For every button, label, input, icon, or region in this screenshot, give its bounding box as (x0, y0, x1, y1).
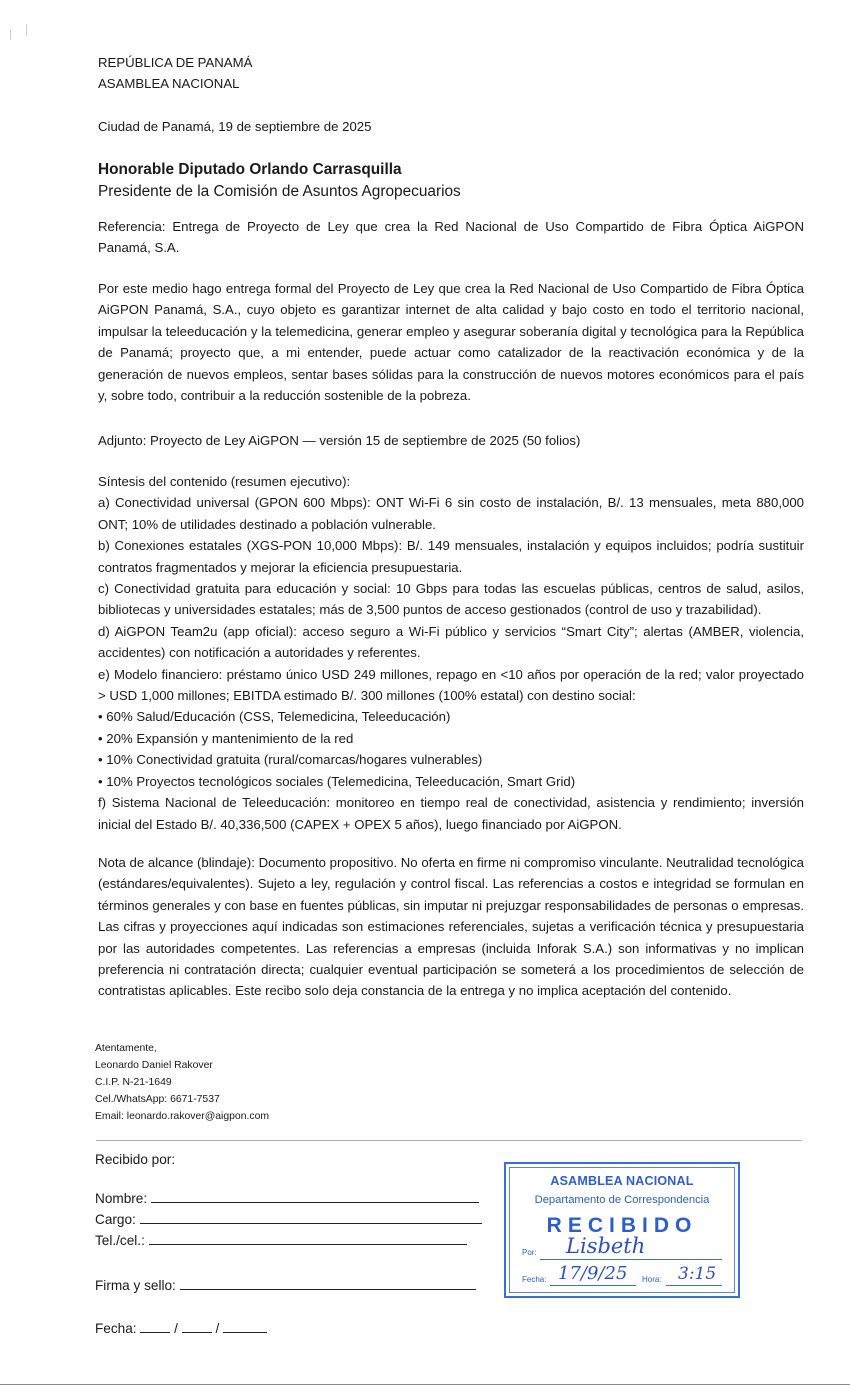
name-field[interactable] (151, 1188, 479, 1203)
signer-email: Email: leonardo.rakover@aigpon.com (95, 1111, 269, 1122)
letterhead-country: REPÚBLICA DE PANAMÁ (98, 55, 253, 70)
synthesis-item: f) Sistema Nacional de Teleeducación: monitoreo en tiempo real de conectividad, asistencia y rendimiento; inversión inicial del Estado B/. 40,336,500 (CAPEX + OPEX 5 años), luego financiado por AiGPON. (98, 795, 804, 832)
receipt-name-row (95, 1188, 479, 1209)
date-separator: / (215, 1321, 220, 1336)
scope-note: Nota de alcance (blindaje): Documento propositivo. No oferta en firme ni compromiso vinculante. Neutralidad tecnológica (estándares/equivalentes). Sujeto a ley, regulación y control fiscal. Las referencias a costos e integridad se formulan en términos generales y con base en fuentes públicas, sin imputar ni prejuzgar responsabilidades de personas o empresas. Las cifras y proyecciones aquí indicadas son estimaciones referenciales, sujetas a verificación técnica y presupuestaria por las autoridades competentes. Las referencias a empresas (incluida Inforak S.A.) son informativas y no implican preferencia ni contratación directa; cualquier eventual participación se someterá a los procedimientos de selección de contratistas aplicables. Este recibo solo deja constancia de la entrega y no implica aceptación del contenido. (98, 855, 804, 999)
synthesis-item: b) Conexiones estatales (XGS-PON 10,000 Mbps): B/. 149 mensuales, instalación y equipos incluidos; podría sustituir contratos fragmentados y mejorar la eficiencia presupuestaria. (98, 538, 804, 575)
receipt-signature-row (95, 1275, 476, 1296)
stamp-status: RECIBIDO (546, 1214, 698, 1237)
letterhead (98, 52, 252, 94)
body-paragraph: Por este medio hago entrega formal del Proyecto de Ley que crea la Red Nacional de Uso Compartido de Fibra Óptica AiGPON Panamá, S.A., cuyo objeto es garantizar internet de alta calidad y bajo costo en todo el territorio nacional, impulsar la teleeducación y la telemedicina, generar empleo y asegurar soberanía digital y tecnológica para la República de Panamá; proyecto que, a mi entender, puede actuar como catalizador de la reactivación económica y de la generación de nuevos empleos, sentar bases sólidas para la construcción de nuevos motores económicos para el país y, sobre todo, contribuir a la reducción sostenible de la pobreza. (98, 281, 804, 404)
signature-label: Firma y sello: (95, 1278, 176, 1293)
stamp-handwritten-time: 3:15 (678, 1264, 717, 1284)
stamp-title: ASAMBLEA NACIONAL (550, 1174, 694, 1188)
synthesis-item: e) Modelo financiero: préstamo único USD 249 millones, repago en <10 años por operación de la red; valor proyectado > USD 1,000 millones; EBITDA estimado B/. 300 millones (100% estatal) con destino social: (98, 666, 804, 704)
name-label: Nombre: (95, 1191, 148, 1206)
stamp-hora-label: Hora: (642, 1275, 662, 1284)
scan-mark (26, 24, 27, 36)
signature-field[interactable] (180, 1275, 476, 1290)
role-field[interactable] (140, 1209, 482, 1224)
recipient-name: Honorable Diputado Orlando Carrasquilla (98, 161, 402, 178)
synthesis-item: a) Conectividad universal (GPON 600 Mbps): ONT Wi-Fi 6 sin costo de instalación, B/. 13 mensuales, meta 880,000 ONT; 10% de utilidades destinado a población vulnerable. (98, 495, 804, 532)
stamp-por-label: Por: (522, 1248, 537, 1257)
signature-block (95, 1040, 269, 1125)
scan-mark (10, 30, 11, 40)
stamp-department: Departamento de Correspondencia (534, 1194, 710, 1206)
role-label: Cargo: (95, 1212, 136, 1227)
synthesis-section (98, 471, 804, 835)
attachment-line: Adjunto: Proyecto de Ley AiGPON — versión 15 de septiembre de 2025 (50 folios) (98, 433, 581, 448)
phone-label: Tel./cel.: (95, 1233, 145, 1248)
stamp-fecha-line (550, 1285, 636, 1286)
page-bottom-edge (0, 1384, 850, 1385)
letterhead-institution: ASAMBLEA NACIONAL (98, 76, 240, 91)
date-year-field[interactable] (223, 1318, 267, 1333)
stamp-fecha-label: Fecha: (522, 1275, 547, 1284)
received-stamp (504, 1162, 740, 1298)
recipient-role: Presidente de la Comisión de Asuntos Agropecuarios (98, 183, 461, 200)
closing: Atentamente, (95, 1043, 157, 1054)
receipt-phone-row (95, 1230, 467, 1251)
section-divider (96, 1140, 802, 1141)
stamp-handwritten-date: 17/9/25 (558, 1263, 628, 1284)
stamp-por-line (540, 1259, 722, 1260)
allocation-bullet: • 60% Salud/Educación (CSS, Telemedicina, Teleeducación) (98, 709, 451, 725)
synthesis-title: Síntesis del contenido (resumen ejecutivo): (98, 474, 351, 489)
receipt-title: Recibido por: (95, 1152, 176, 1167)
signer-name: Leonardo Daniel Rakover (95, 1060, 213, 1071)
date-label: Fecha: (95, 1321, 137, 1336)
date-month-field[interactable] (182, 1318, 212, 1333)
signer-id: C.I.P. N-21-1649 (95, 1077, 172, 1088)
receipt-date-row (95, 1318, 267, 1339)
allocation-bullet: • 10% Conectividad gratuita (rural/comarcas/hogares vulnerables) (98, 752, 483, 768)
allocation-bullet: • 20% Expansión y mantenimiento de la red (98, 730, 354, 746)
stamp-handwritten-signature: Lisbeth (566, 1234, 646, 1258)
receipt-role-row (95, 1209, 482, 1230)
stamp-hora-line (666, 1285, 722, 1286)
letter-date: Ciudad de Panamá, 19 de septiembre de 2025 (98, 119, 372, 134)
signer-phone: Cel./WhatsApp: 6671-7537 (95, 1094, 220, 1105)
phone-field[interactable] (149, 1230, 467, 1245)
date-day-field[interactable] (140, 1318, 170, 1333)
synthesis-item: c) Conectividad gratuita para educación y social: 10 Gbps para todas las escuelas públicas, centros de salud, asilos, bibliotecas y universidades estatales; más de 3,500 puntos de acceso gestionados (control de uso y trazabilidad). (98, 581, 804, 618)
date-separator: / (174, 1321, 178, 1336)
allocation-bullet: • 10% Proyectos tecnológicos sociales (Telemedicina, Teleeducación, Smart Grid) (98, 773, 576, 789)
reference-line: Referencia: Entrega de Proyecto de Ley que crea la Red Nacional de Uso Compartido de Fibra Óptica AiGPON Panamá, S.A. (98, 219, 804, 256)
synthesis-item: d) AiGPON Team2u (app oficial): acceso seguro a Wi-Fi público y servicios “Smart City”; alertas (AMBER, violencia, accidentes) con notificación a autoridades y referentes. (98, 623, 804, 661)
